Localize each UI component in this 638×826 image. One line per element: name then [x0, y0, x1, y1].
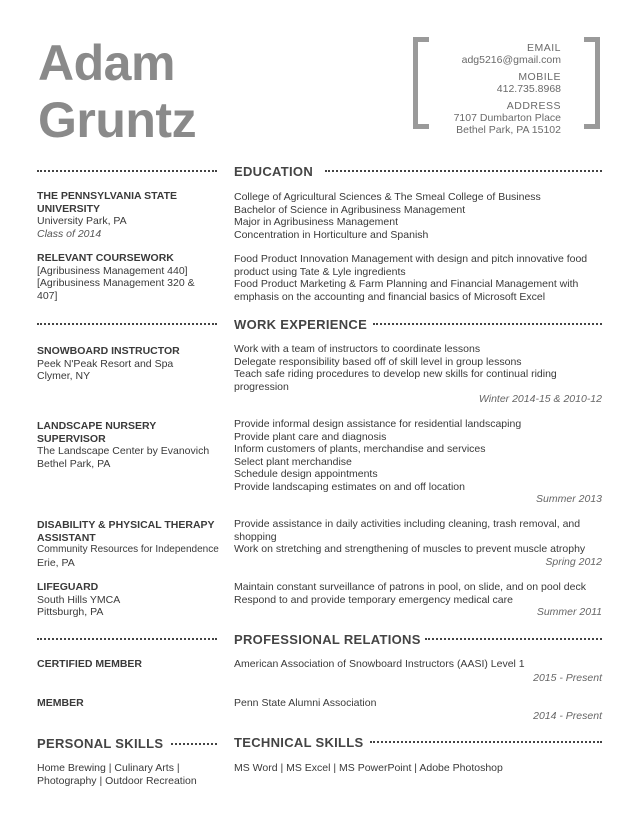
- left-bracket: [413, 37, 429, 129]
- divider-dots: [37, 638, 217, 640]
- personal-skills-title: PERSONAL SKILLS: [37, 736, 164, 751]
- coursework-details: Food Product Innovation Management with design and pitch innovative food product using Tate & Lyle ingredients Food Product Marketing & Farm Planning and Financial Management with emphasis on the accounting and financial basics of Microsoft Excel: [234, 253, 588, 303]
- first-name: Adam: [38, 35, 175, 91]
- job-date: Summer 2011: [536, 606, 602, 618]
- personal-skills: Home Brewing | Culinary Arts | Photography | Outdoor Recreation: [37, 762, 197, 787]
- address-line2: Bethel Park, PA 15102: [456, 124, 561, 136]
- divider-dots: [37, 170, 217, 172]
- address-label: ADDRESS: [506, 100, 561, 112]
- relation-role: CERTIFIED MEMBER: [37, 658, 142, 670]
- relation-date: 2014 - Present: [533, 710, 602, 722]
- job-date: Spring 2012: [545, 556, 602, 568]
- divider-dots: [373, 323, 602, 325]
- relation-org: American Association of Snowboard Instructors (AASI) Level 1: [234, 658, 525, 670]
- mobile-value: 412.735.8968: [496, 83, 561, 95]
- education-school: THE PENNSYLVANIA STATE UNIVERSITY University Park, PA Class of 2014: [37, 190, 178, 240]
- divider-dots: [370, 741, 602, 743]
- relation-date: 2015 - Present: [533, 672, 602, 684]
- mobile-label: MOBILE: [518, 71, 561, 83]
- coursework: RELEVANT COURSEWORK [Agribusiness Management 440] [Agribusiness Management 320 & 407]: [37, 252, 195, 302]
- job-details: Provide informal design assistance for residential landscaping Provide plant care and diagnosis Inform customers of plants, merchandise and services Select plant merchandise Schedule design appointments Provide landscaping estimates on and off location: [234, 418, 522, 493]
- job-date: Winter 2014-15 & 2010-12: [478, 393, 602, 405]
- address-line1: 7107 Dumbarton Place: [453, 112, 561, 124]
- job-details: Provide assistance in daily activities including cleaning, trash removal, and shopping Work on stretching and strengthening of muscles to prevent muscle atrophy: [234, 518, 586, 555]
- relations-title: PROFESSIONAL RELATIONS: [234, 632, 421, 647]
- email-label: EMAIL: [526, 42, 561, 54]
- technical-skills-title: TECHNICAL SKILLS: [234, 735, 364, 750]
- education-title: EDUCATION: [234, 164, 314, 179]
- contact-block: [454, 42, 561, 136]
- job-details: Maintain constant surveillance of patrons in pool, on slide, and on pool deck Respond to and provide temporary emergency medical care: [234, 581, 586, 606]
- job-title-block: LIFEGUARD South Hills YMCA Pittsburgh, PA: [37, 581, 121, 618]
- job-title-block: SNOWBOARD INSTRUCTOR Peek N'Peak Resort and Spa Clymer, NY: [37, 345, 180, 382]
- job-details: Work with a team of instructors to coordinate lessons Delegate responsibility based off of skill level in group lessons Teach safe riding procedures to develop new skills for continual riding progression: [234, 343, 557, 393]
- right-bracket: [584, 37, 600, 129]
- job-date: Summer 2013: [536, 493, 602, 505]
- work-title: WORK EXPERIENCE: [234, 317, 368, 332]
- divider-dots: [325, 170, 602, 172]
- divider-dots: [425, 638, 602, 640]
- job-title-block: LANDSCAPE NURSERY SUPERVISOR The Landscape Center by Evanovich Bethel Park, PA: [37, 420, 210, 470]
- last-name: Gruntz: [38, 92, 197, 148]
- education-details: College of Agricultural Sciences & The Smeal College of Business Bachelor of Science in Agribusiness Management Major in Agribusiness Management Concentration in Horticulture and Spanish: [234, 191, 541, 241]
- relation-org: Penn State Alumni Association: [234, 697, 377, 709]
- job-title-block: DISABILITY & PHYSICAL THERAPY ASSISTANT Community Resources for Independence Erie, PA: [37, 519, 219, 569]
- divider-dots: [37, 323, 217, 325]
- technical-skills: MS Word | MS Excel | MS PowerPoint | Adobe Photoshop: [234, 762, 503, 774]
- divider-dots: [171, 743, 217, 745]
- relation-role: MEMBER: [37, 697, 84, 709]
- email-value: adg5216@gmail.com: [461, 54, 561, 66]
